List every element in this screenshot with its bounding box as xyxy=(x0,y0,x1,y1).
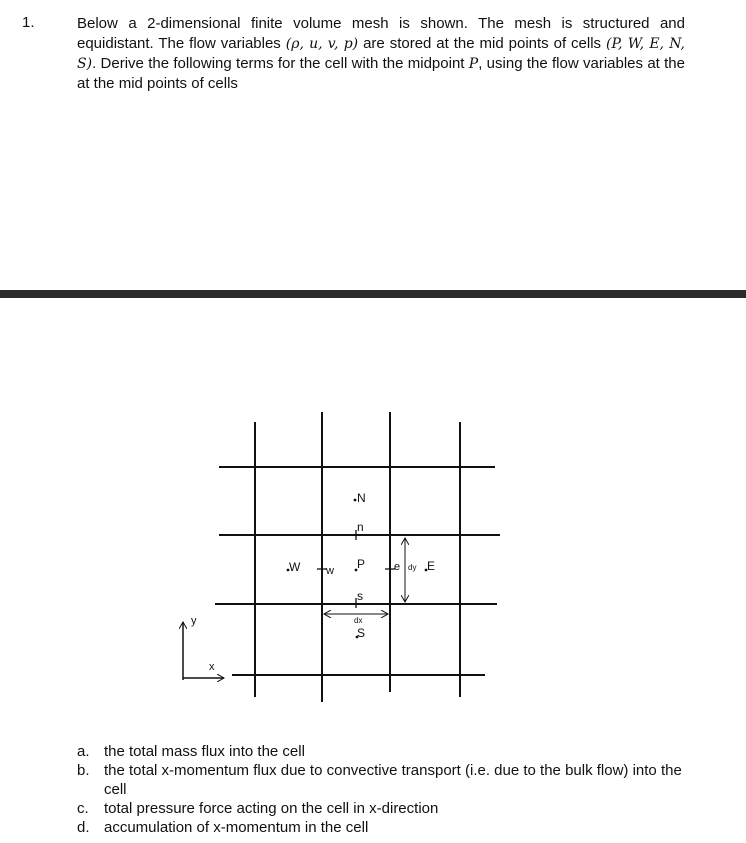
label-s: s xyxy=(357,589,363,603)
flow-variables: (ρ, u, v, p) xyxy=(285,36,359,52)
subquestion-text: total pressure force acting on the cell in x-direction xyxy=(104,800,439,817)
subquestion-text: accumulation of x-momentum in the cell xyxy=(104,819,369,836)
subquestion-label: d. xyxy=(77,819,90,836)
subquestion-label: c. xyxy=(77,800,89,817)
intro-text-2: are stored at the mid points of cells xyxy=(358,35,606,52)
label-N: N xyxy=(357,491,366,505)
subquestion-text: the total x-momentum flux due to convective transport (i.e. due to the bulk flow) into the cell xyxy=(104,762,682,798)
intro-text-1: Below a 2-dimensional finite volume mesh is shown. The mesh is structured and equidistant. The flow variables xyxy=(77,15,685,52)
label-E: E xyxy=(427,559,436,573)
axis-label-y: y xyxy=(191,615,197,627)
intro-text-4: , using the flow variables at the at the mid points of cells xyxy=(77,55,685,92)
label-n: n xyxy=(357,520,364,534)
subquestion-a xyxy=(77,742,697,761)
axis-label-x: x xyxy=(209,661,215,673)
cell-variables: (P, W, E, N, S) xyxy=(77,36,686,72)
subquestion-text: the total mass flux into the cell xyxy=(104,743,305,760)
node-n-point xyxy=(354,499,357,502)
subquestion-c xyxy=(77,799,697,818)
subquestion-label: b. xyxy=(77,762,90,779)
label-W: W xyxy=(289,560,301,574)
label-S: S xyxy=(357,626,366,640)
label-dx: dx xyxy=(354,616,363,625)
intro-text-3: . Derive the following terms for the cell with the midpoint xyxy=(92,55,469,72)
label-w: w xyxy=(326,565,334,577)
subquestion-label: a. xyxy=(77,743,90,760)
question-number: 1. xyxy=(22,14,35,31)
label-dy: dy xyxy=(408,563,417,572)
subquestion-list xyxy=(77,742,697,837)
label-e: e xyxy=(394,561,401,573)
label-P: P xyxy=(357,557,366,571)
subquestion-d xyxy=(77,818,697,837)
subquestion-b xyxy=(77,761,697,799)
var-p: P xyxy=(468,56,479,72)
